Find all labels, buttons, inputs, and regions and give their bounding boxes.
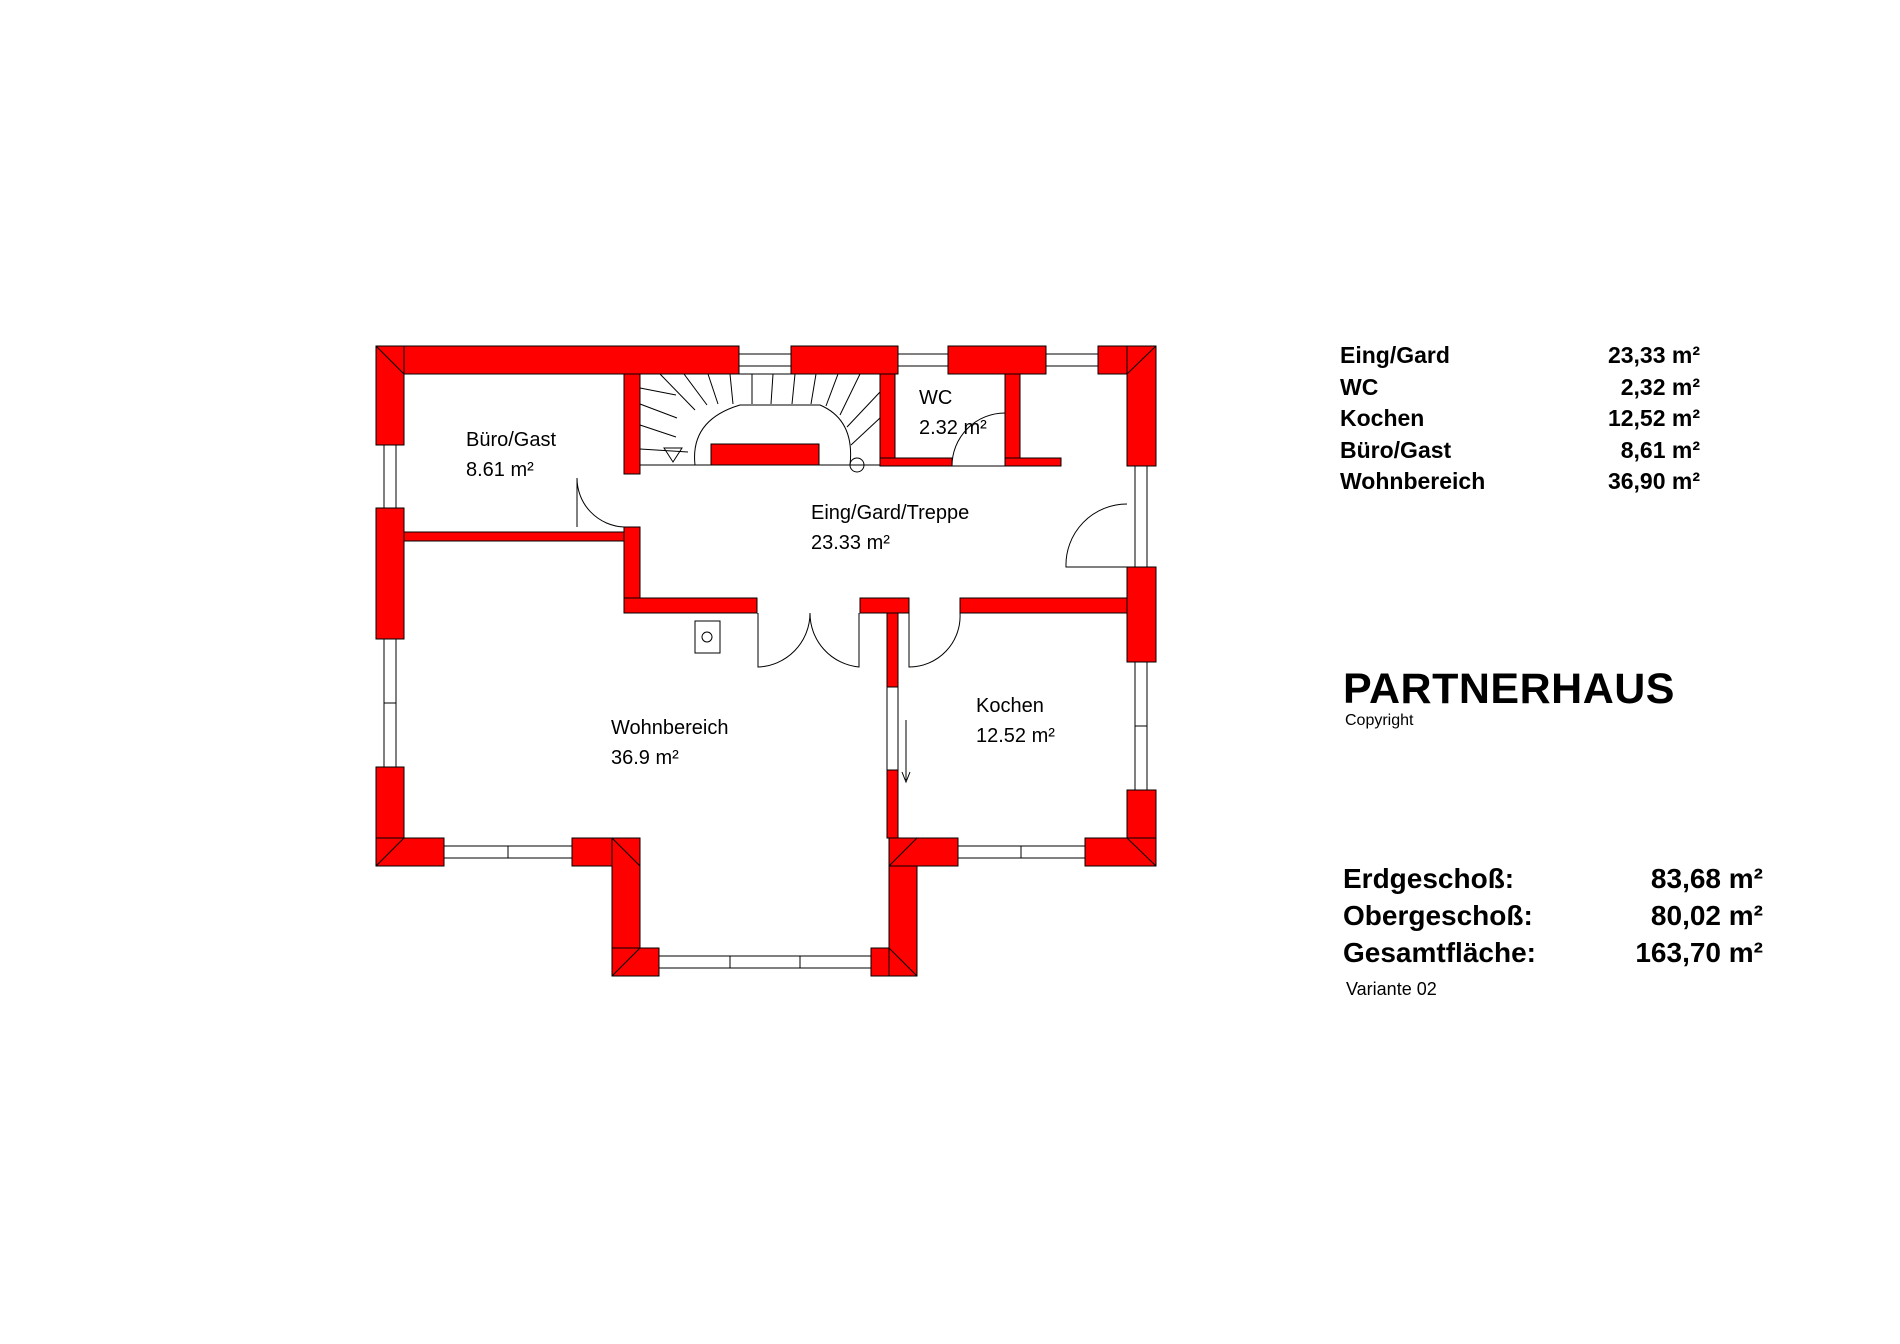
area-table-row	[1340, 437, 1700, 469]
wall-stair-landing	[711, 444, 819, 465]
door-living-right	[810, 613, 859, 667]
wall-hall-bottom-3	[960, 598, 1127, 613]
window-top-3	[1046, 354, 1098, 366]
room-name: WC	[919, 387, 953, 409]
totals-row	[1343, 937, 1763, 974]
totals-value: 80,02 m²	[1650, 900, 1763, 931]
wall-top-left	[376, 346, 739, 374]
window-left-1	[384, 445, 396, 508]
area-table-value: 8,61 m²	[1620, 436, 1700, 463]
wall-right-2	[1127, 567, 1156, 662]
room-area: 36.9 m²	[611, 747, 679, 769]
area-table-name: Kochen	[1340, 405, 1425, 431]
wall-kitchen-left-2	[887, 770, 898, 838]
room-area: 8.61 m²	[466, 459, 534, 481]
totals-name: Erdgeschoß:	[1343, 863, 1515, 894]
wall-kitchen-left	[887, 613, 898, 687]
wall-bottom-right-1	[889, 838, 958, 866]
door-living-left	[758, 613, 810, 667]
area-table-value: 12,52 m²	[1607, 405, 1700, 431]
door-office	[577, 478, 624, 527]
brand-title: PARTNERHAUS	[1343, 665, 1675, 713]
room-name: Kochen	[976, 695, 1044, 717]
room-label-kitchen	[976, 691, 1055, 751]
room-name: Eing/Gard/Treppe	[811, 502, 970, 524]
window-top-2	[898, 354, 948, 366]
area-table-row	[1340, 374, 1700, 406]
area-table-name: Eing/Gard	[1340, 342, 1450, 368]
wall-office-bottom	[404, 532, 624, 541]
totals-name: Obergeschoß:	[1343, 900, 1533, 931]
room-label-hall	[811, 498, 969, 558]
variant-label: Variante 02	[1346, 979, 1437, 999]
room-area: 2.32 m²	[919, 417, 987, 439]
area-table-value: 23,33 m²	[1607, 342, 1700, 368]
wall-hall-bottom-1	[624, 598, 757, 613]
wall-right-1	[1127, 346, 1156, 466]
area-table-name: Büro/Gast	[1340, 436, 1452, 463]
area-table-row	[1340, 342, 1700, 374]
wall-stair-left	[624, 374, 640, 474]
totals-row	[1343, 863, 1763, 900]
totals-value: 163,70 m²	[1635, 937, 1763, 968]
door-kitchen	[909, 613, 960, 667]
totals-row	[1343, 900, 1763, 937]
wall-top-mid2	[948, 346, 1046, 374]
room-label-living	[611, 713, 728, 773]
room-label-office	[466, 425, 556, 485]
wall-bottom-right-2	[1085, 838, 1156, 866]
area-table-value: 36,90 m²	[1607, 468, 1700, 494]
wall-wc-right	[1005, 374, 1020, 466]
room-label-wc	[919, 383, 987, 443]
copyright-text: Copyright	[1345, 712, 1414, 729]
totals-name: Gesamtfläche:	[1343, 937, 1536, 968]
chimney	[695, 621, 720, 653]
wall-left-1	[376, 346, 404, 445]
room-name: Wohnbereich	[611, 717, 729, 739]
area-table-row	[1340, 468, 1700, 500]
window-bay	[659, 956, 871, 968]
wall-hall-bottom-2	[860, 598, 909, 613]
wall-top-mid	[791, 346, 898, 374]
window-top-1	[739, 354, 791, 366]
totals-value: 83,68 m²	[1650, 863, 1763, 894]
window-right-1	[1135, 466, 1147, 567]
totals-table	[1343, 863, 1763, 974]
wall-wc-bottom	[880, 458, 952, 466]
room-name: Büro/Gast	[466, 429, 557, 451]
wall-left-2	[376, 508, 404, 639]
wall-wc-stub	[1005, 458, 1061, 466]
wall-bottom-left-1	[376, 838, 444, 866]
area-table-value: 2,32 m²	[1620, 373, 1700, 400]
wall-wc-left	[880, 374, 895, 466]
door-entrance	[1066, 504, 1127, 567]
area-table-row	[1340, 405, 1700, 437]
area-table	[1340, 342, 1700, 500]
area-table-name: Wohnbereich	[1340, 468, 1486, 494]
area-table-name: WC	[1340, 373, 1379, 400]
room-area: 23.33 m²	[811, 532, 890, 554]
room-area: 12.52 m²	[976, 725, 1055, 747]
